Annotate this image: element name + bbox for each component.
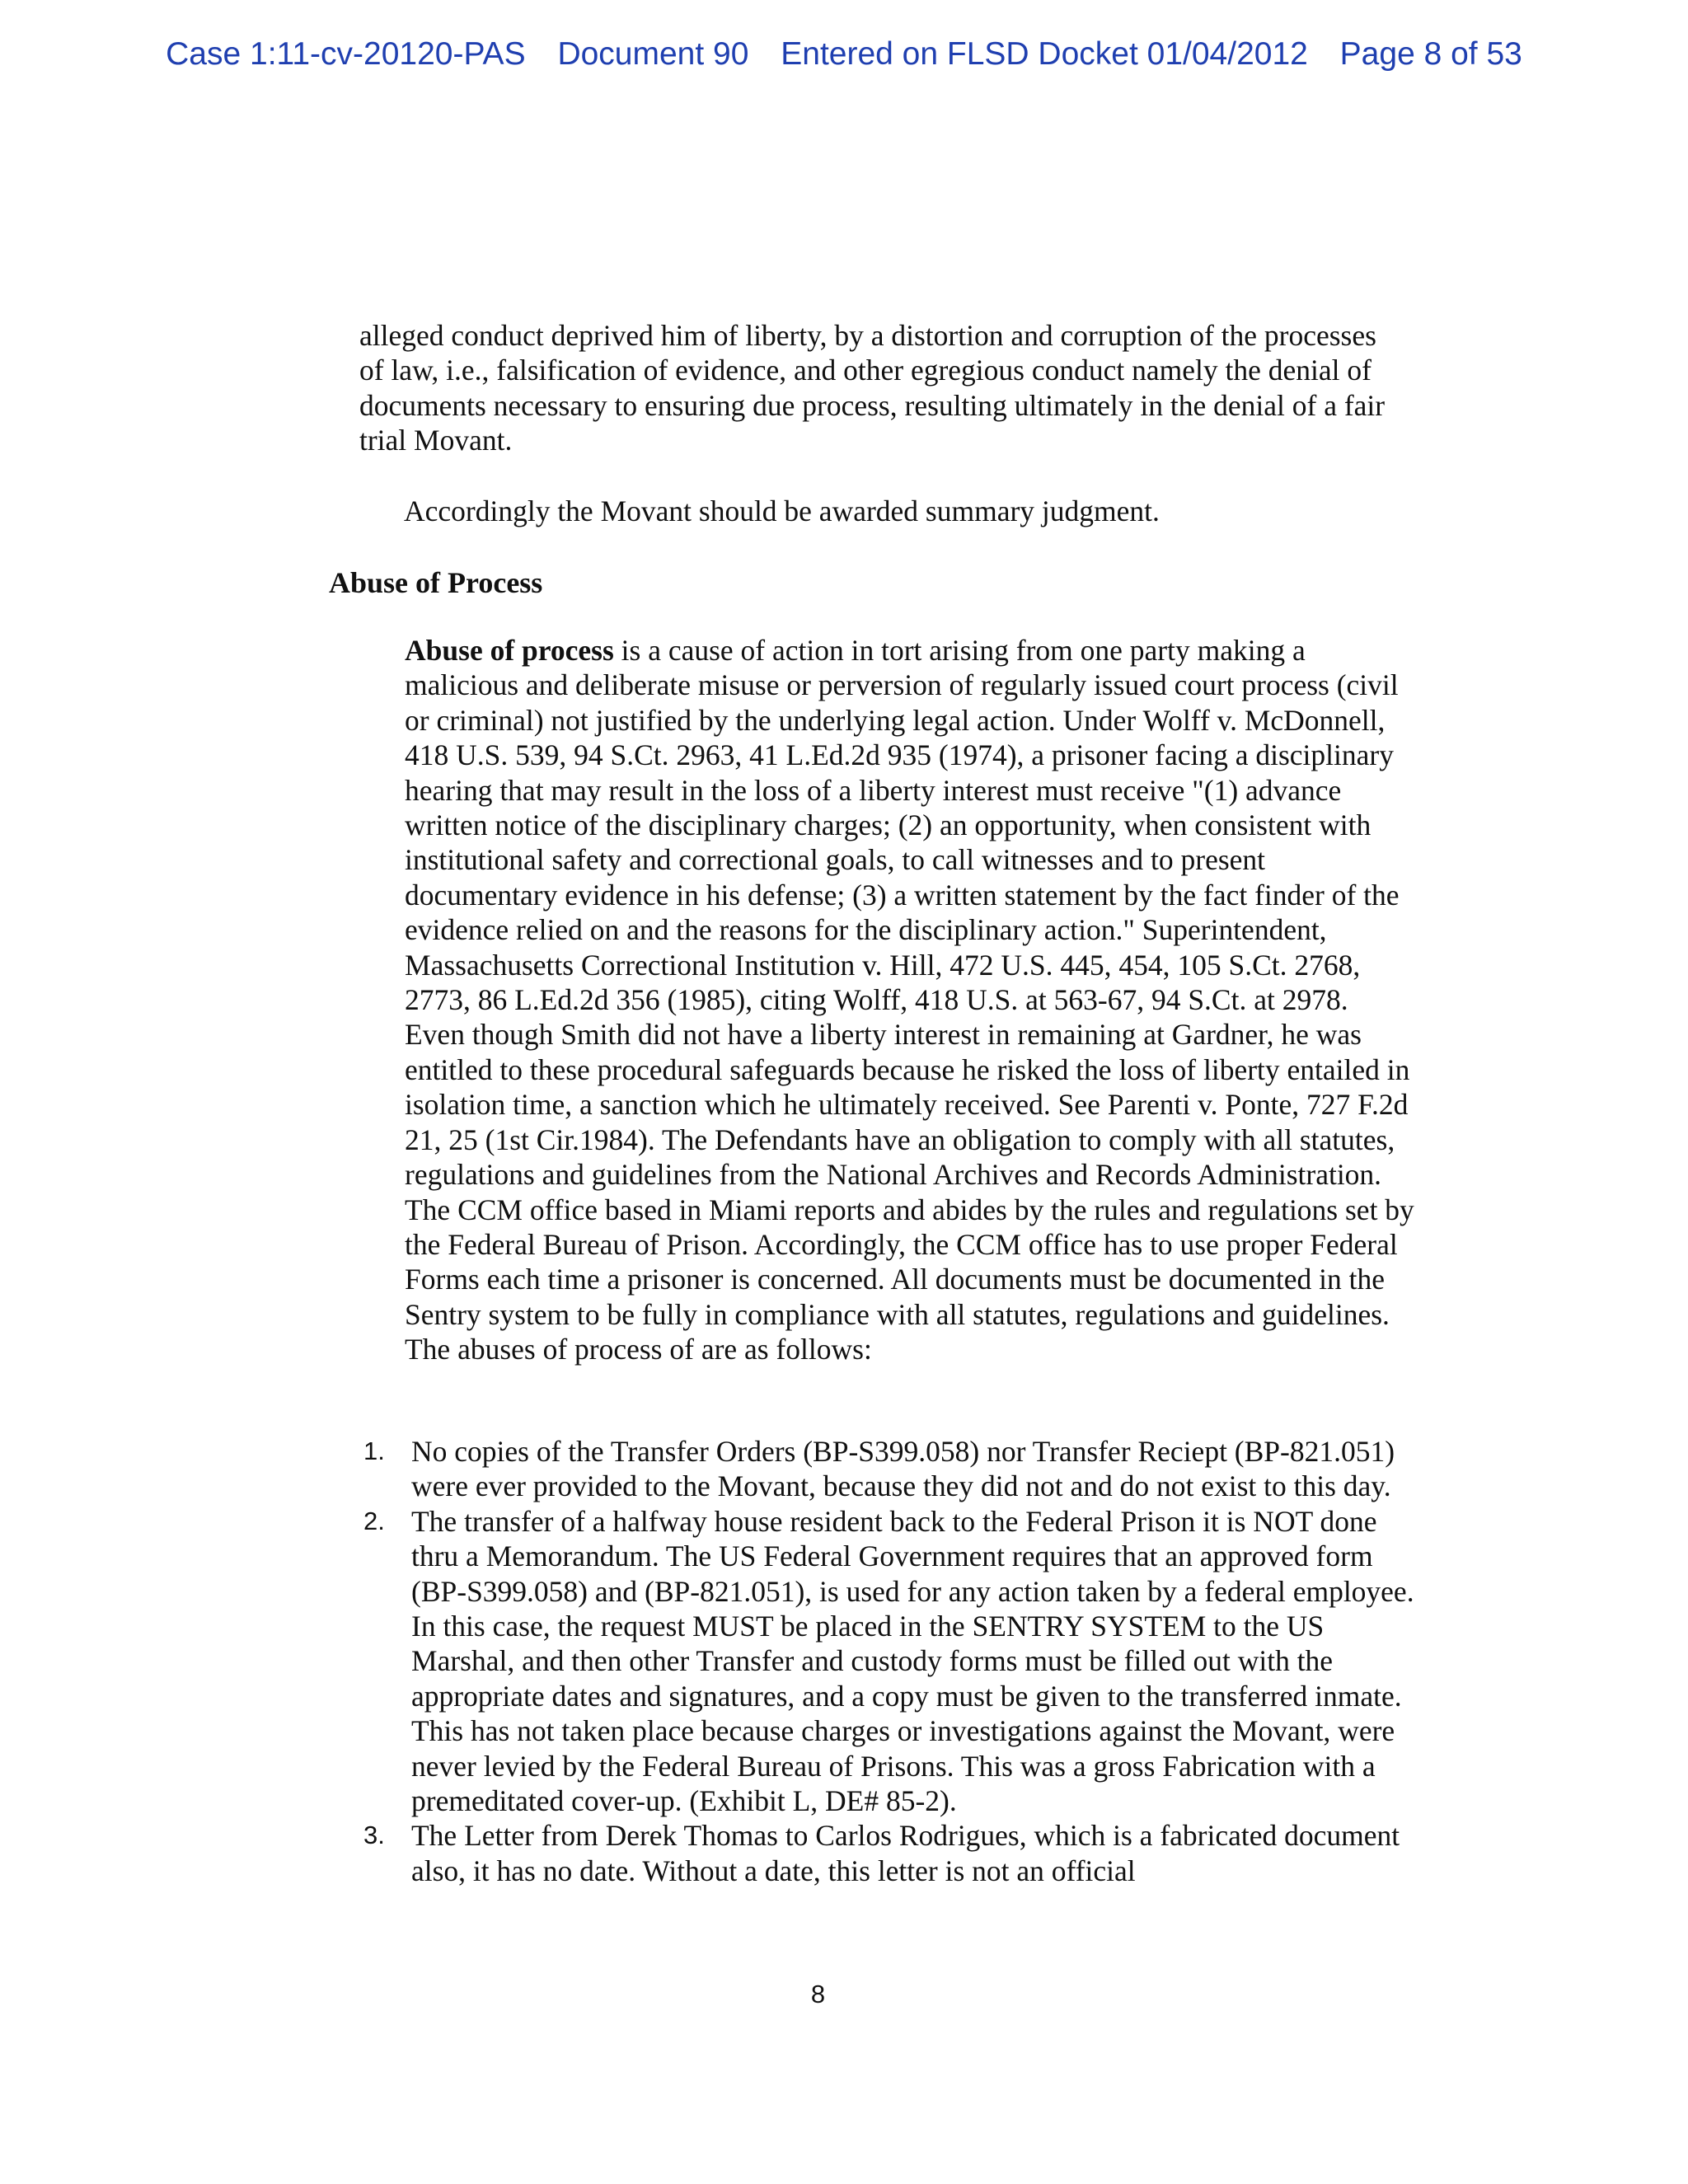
list-item: [359, 1504, 1423, 1819]
list-item: [359, 1818, 1423, 1888]
page-indicator: Page 8 of 53: [1339, 36, 1522, 72]
case-number: Case 1:11-cv-20120-PAS: [166, 36, 526, 72]
section-heading: Abuse of Process: [329, 566, 543, 599]
entered-on: Entered on FLSD Docket 01/04/2012: [781, 36, 1308, 72]
document-number: Document 90: [557, 36, 749, 72]
paragraph-abuse-of-process: [405, 633, 1414, 1367]
list-text: No copies of the Transfer Orders (BP-S399.058) nor Transfer Reciept (BP-821.051) were ever provided to the Movant, because they did not and do not exist to this day.: [411, 1435, 1395, 1503]
list-number: 3.: [363, 1821, 385, 1850]
list-text: The transfer of a halfway house resident back to the Federal Prison it is NOT done thru a Memorandum. The US Federal Government requires that an approved form (BP-S399.058) and (BP-821.051), is used for any action taken by a federal employee. In this case, the request MUST be placed in the SENTRY SYSTEM to the US Marshal, and then other Transfer and custody forms must be filled out with the appropriate dates and signatures, and a copy must be given to the transferred inmate. This has not taken place because charges or investigations against the Movant, were never levied by the Federal Bureau of Prisons. This was a gross Fabrication with a premeditated cover-up. (Exhibit L, DE# 85-2).: [411, 1504, 1414, 1818]
list-number: 1.: [363, 1436, 385, 1465]
paragraph-summary-judgment: Accordingly the Movant should be awarded summary judgment.: [404, 494, 1160, 527]
list-number: 2.: [363, 1506, 385, 1535]
lead-term: Abuse of process: [405, 634, 614, 667]
paragraph-body: is a cause of action in tort arising from one party making a malicious and deliberate misuse or perversion of regularly issued court process (civil or criminal) not justified by the underlying legal action. Under Wolff v. McDonnell, 418 U.S. 539, 94 S.Ct. 2963, 41 L.Ed.2d 935 (1974), a prisoner facing a disciplinary hearing that may result in the loss of a liberty interest must receive "(1) advance written notice of the disciplinary charges; (2) an opportunity, when consistent with institutional safety and correctional goals, to call witnesses and to present documentary evidence in his defense; (3) a written statement by the fact finder of the evidence relied on and the reasons for the disciplinary action." Superintendent, Massachusetts Correctional Institution v. Hill, 472 U.S. 445, 454, 105 S.Ct. 2768, 2773, 86 L.Ed.2d 356 (1985), citing Wolff, 418 U.S. at 563-67, 94 S.Ct. at 2978. Even though Smith did not have a liberty interest in remaining at Gardner, he was entitled to these procedural safeguards because he risked the loss of liberty entailed in isolation time, a sanction which he ultimately received. See Parenti v. Ponte, 727 F.2d 21, 25 (1st Cir.1984). The Defendants have an obligation to comply with all statutes, regulations and guidelines from the National Archives and Records Administration. The CCM office based in Miami reports and abides by the rules and regulations set by the Federal Bureau of Prison. Accordingly, the CCM office has to use proper Federal Forms each time a prisoner is concerned. All documents must be documented in the Sentry system to be fully in compliance with all statutes, regulations and guidelines. The abuses of process of are as follows:: [405, 634, 1414, 1366]
page-number: 8: [810, 1980, 826, 2008]
docket-header: [0, 36, 1688, 73]
paragraph-liberty: alleged conduct deprived him of liberty, by a distortion and corruption of the processes of law, i.e., falsification of evidence, and other egregious conduct namely the denial of documents necessary to ensuring due process, resulting ultimately in the denial of a fair trial Movant.: [359, 319, 1386, 457]
list-item: [359, 1434, 1423, 1504]
abuses-list: [359, 1434, 1423, 1888]
list-text: The Letter from Derek Thomas to Carlos Rodrigues, which is a fabricated document also, it has no date. Without a date, this letter is not an official: [411, 1819, 1400, 1887]
